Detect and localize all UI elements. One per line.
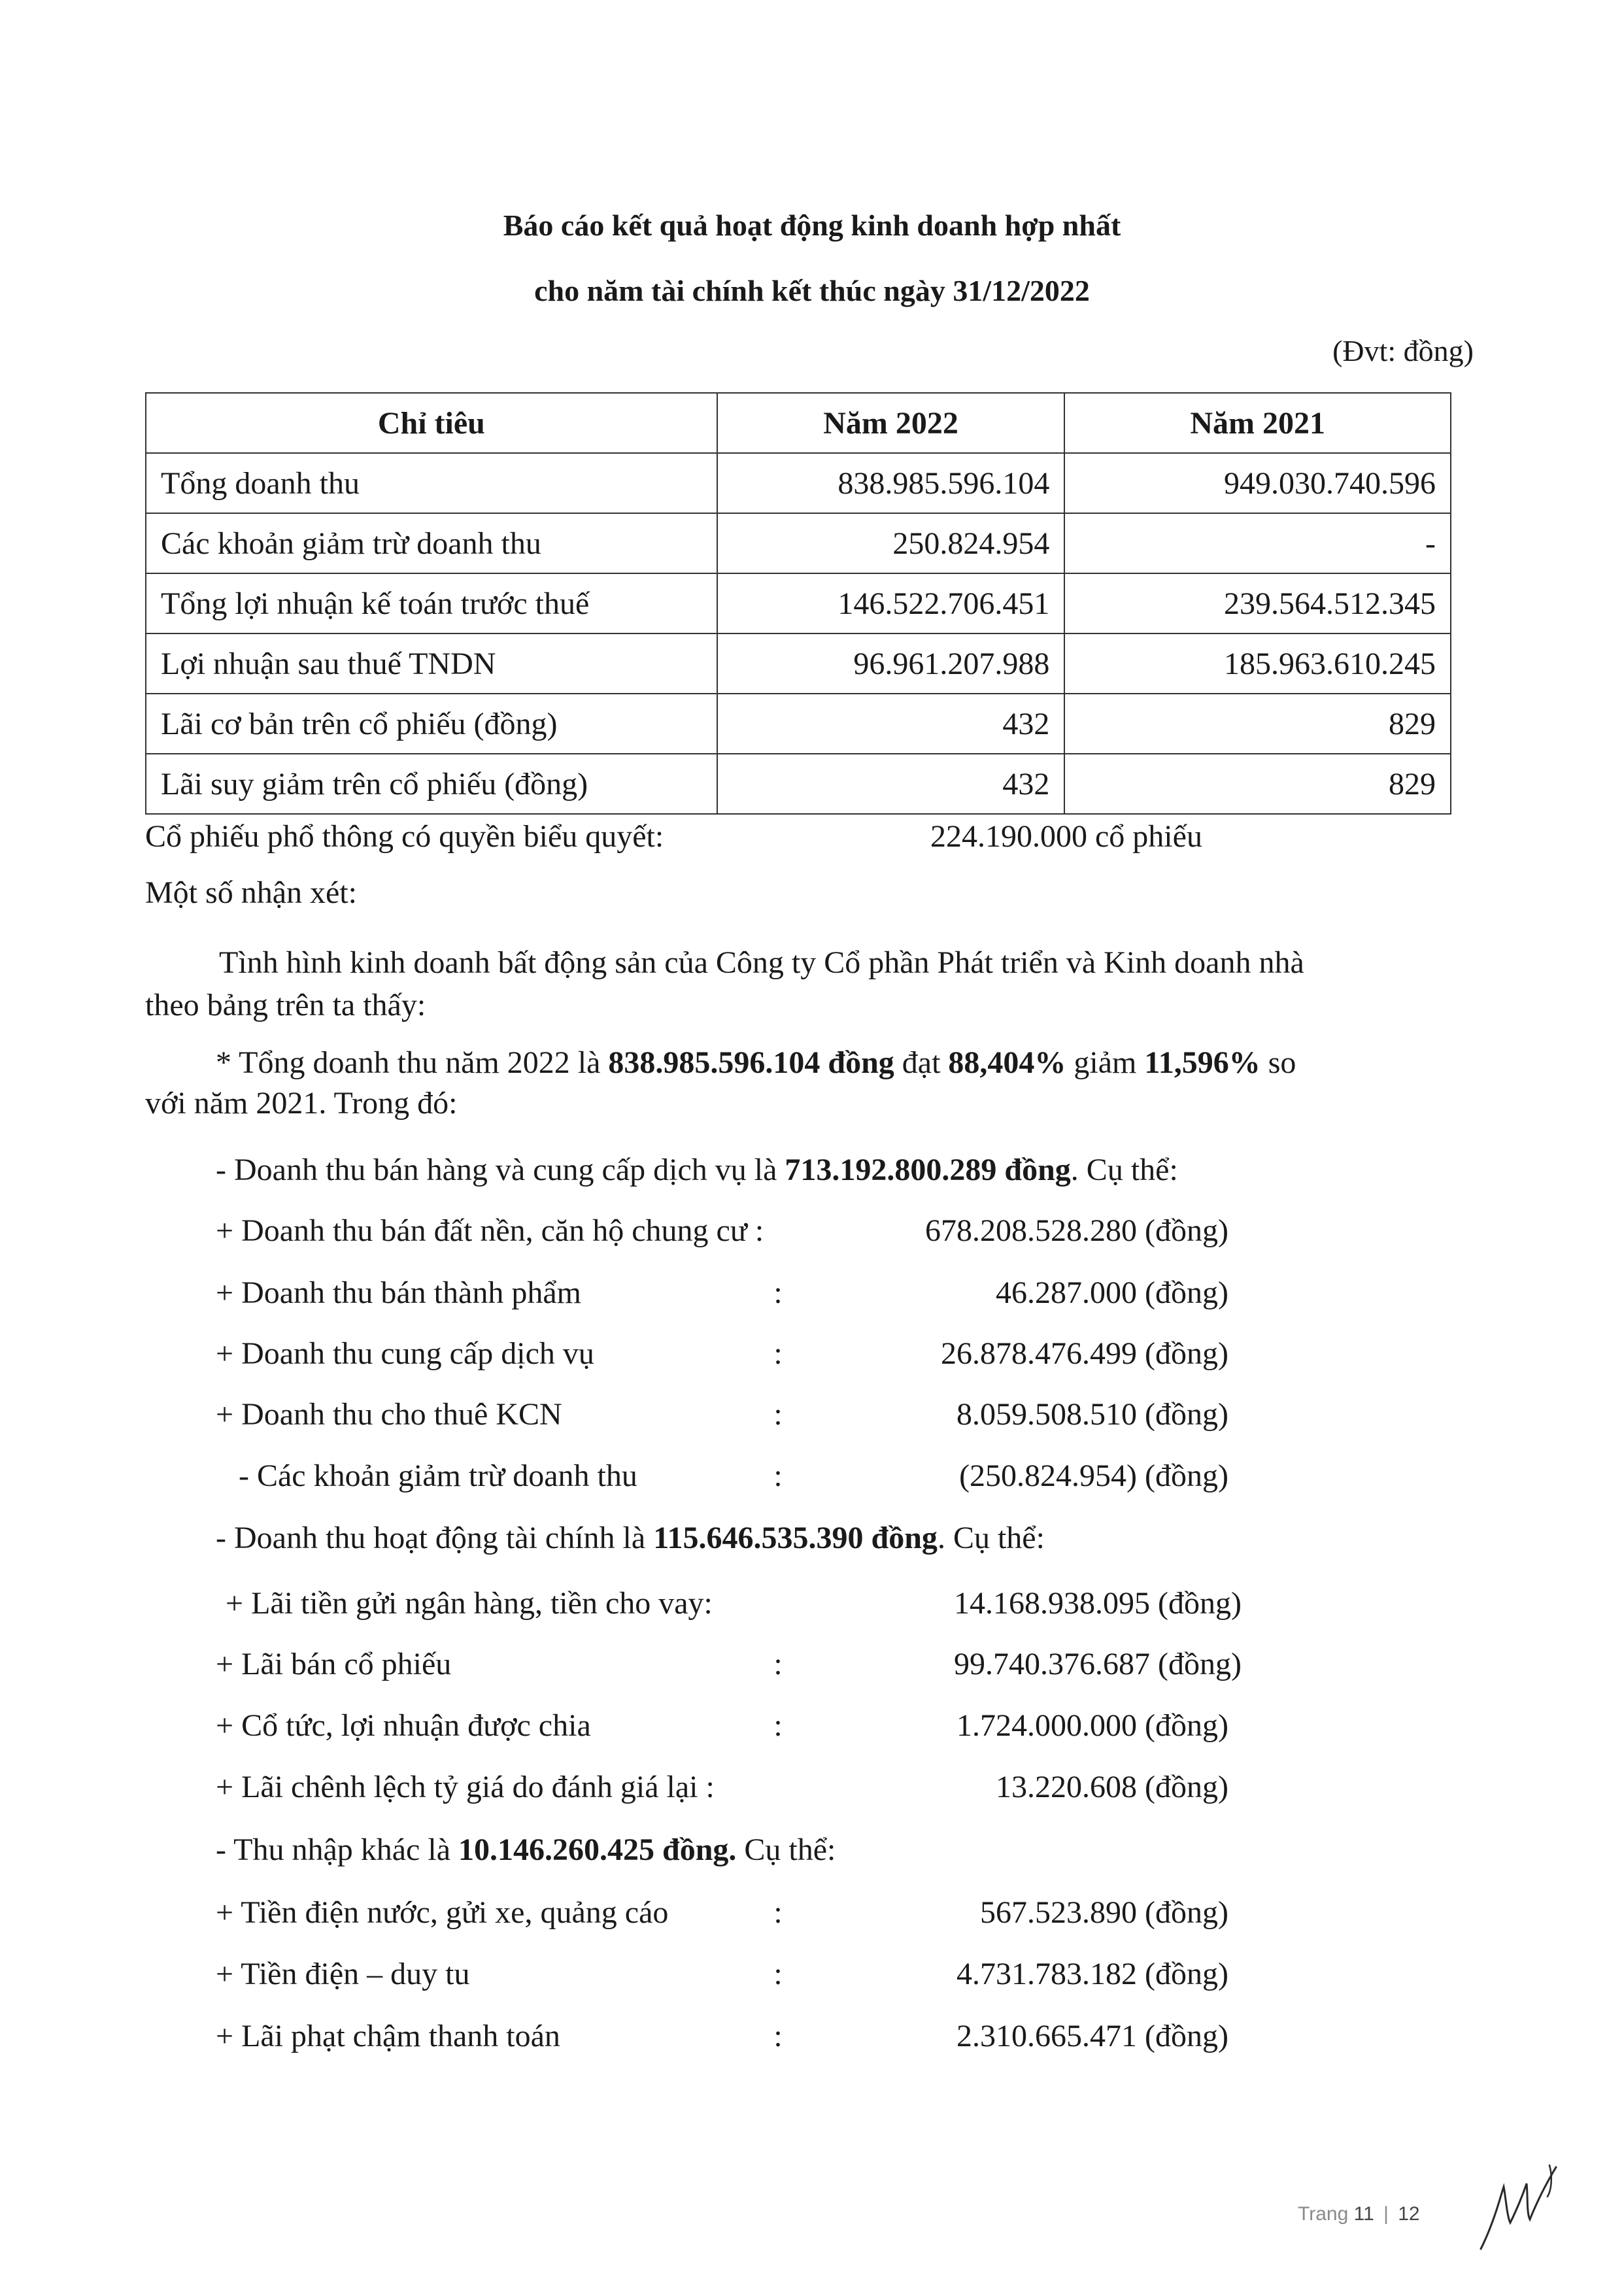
summary-amount: 838.985.596.104 đồng [608, 1045, 894, 1080]
footer-total: 12 [1398, 2203, 1420, 2225]
list-item [216, 2018, 560, 2054]
intro-line1: Tình hình kinh doanh bất động sản của Công ty Cổ phần Phát triển và Kinh doanh nhà [219, 945, 1304, 980]
section-prefix: - Doanh thu hoạt động tài chính là [216, 1521, 654, 1555]
results-table [145, 392, 1451, 815]
item-value: 26.878.476.499 (đồng) [941, 1336, 1228, 1371]
value-2022: 146.522.706.451 [717, 573, 1065, 633]
summary-line1 [216, 1045, 1296, 1081]
report-title-line2: cho năm tài chính kết thúc ngày 31/12/2022 [534, 274, 1090, 307]
list-item [216, 1956, 469, 1992]
item-colon: : [773, 1459, 783, 1493]
remarks-heading: Một số nhận xét: [145, 875, 357, 910]
row-label: Lợi nhuận sau thuế TNDN [146, 633, 717, 694]
section-prefix: - Thu nhập khác là [216, 1832, 458, 1867]
item-value: 2.310.665.471 (đồng) [956, 2019, 1228, 2053]
value-2022: 432 [717, 694, 1065, 754]
summary-prefix: * Tổng doanh thu năm 2022 là [216, 1045, 609, 1080]
value-2021: - [1064, 513, 1451, 573]
value-2021: 829 [1064, 754, 1451, 814]
item-colon: : [773, 1275, 783, 1310]
section-amount: 10.146.260.425 đồng. [458, 1832, 737, 1867]
item-label: + Doanh thu cho thuê KCN [216, 1397, 562, 1432]
item-colon: : [773, 1708, 783, 1743]
table-row [146, 513, 1451, 573]
list-item [216, 1769, 715, 1805]
item-value: 8.059.508.510 (đồng) [956, 1397, 1228, 1432]
row-label: Lãi suy giảm trên cổ phiếu (đồng) [146, 754, 717, 814]
item-colon: : [773, 1397, 783, 1432]
item-value: (250.824.954) (đồng) [959, 1459, 1228, 1493]
report-title-line1: Báo cáo kết quả hoạt động kinh doanh hợp nhất [503, 209, 1121, 242]
item-value: 4.731.783.182 (đồng) [956, 1957, 1228, 1991]
footer-page: 11 [1353, 2203, 1374, 2225]
section-heading-other-income [216, 1832, 836, 1868]
item-value: 14.168.938.095 (đồng) [954, 1586, 1242, 1621]
item-value: 567.523.890 (đồng) [980, 1895, 1228, 1930]
summary-pct2: 11,596% [1144, 1045, 1260, 1080]
section-amount: 713.192.800.289 đồng [785, 1153, 1071, 1187]
list-item [216, 1275, 581, 1311]
table-row [146, 754, 1451, 814]
list-item [239, 1458, 637, 1494]
summary-pct1: 88,404% [948, 1045, 1066, 1080]
item-label: + Cổ tức, lợi nhuận được chia [216, 1708, 591, 1743]
item-label: + Tiền điện – duy tu [216, 1957, 470, 1991]
item-label: + Lãi tiền gửi ngân hàng, tiền cho vay: [226, 1586, 713, 1621]
value-2022: 250.824.954 [717, 513, 1065, 573]
item-label: + Doanh thu bán thành phẩm [216, 1275, 581, 1310]
item-colon: : [773, 1647, 783, 1681]
summary-end: so [1260, 1045, 1296, 1080]
list-item [216, 1396, 562, 1432]
intro-line2: theo bảng trên ta thấy: [145, 988, 426, 1022]
item-colon: : [773, 1957, 783, 1991]
item-label: + Doanh thu bán đất nền, căn hộ chung cư : [216, 1213, 764, 1248]
item-label: + Lãi bán cổ phiếu [216, 1647, 452, 1681]
section-amount: 115.646.535.390 đồng [653, 1521, 938, 1555]
row-label: Tổng doanh thu [146, 453, 717, 513]
item-label: - Các khoản giảm trừ doanh thu [239, 1459, 637, 1493]
list-item [216, 1336, 594, 1372]
table-row [146, 694, 1451, 754]
row-label: Các khoản giảm trừ doanh thu [146, 513, 717, 573]
page-footer [1298, 2203, 1420, 2225]
item-value: 1.724.000.000 (đồng) [956, 1708, 1228, 1743]
item-colon: : [773, 1336, 783, 1371]
item-label: + Doanh thu cung cấp dịch vụ [216, 1336, 594, 1371]
value-2022: 96.961.207.988 [717, 633, 1065, 694]
list-item [216, 1646, 451, 1682]
item-label: + Lãi phạt chậm thanh toán [216, 2019, 560, 2053]
item-value: 46.287.000 (đồng) [996, 1275, 1228, 1310]
list-item [216, 1708, 591, 1744]
list-item [226, 1585, 713, 1621]
footer-label: Trang [1298, 2203, 1349, 2225]
header-indicator: Chỉ tiêu [146, 393, 717, 453]
section-heading-sales [216, 1152, 1178, 1188]
table-header-row [146, 393, 1451, 453]
row-label: Lãi cơ bản trên cổ phiếu (đồng) [146, 694, 717, 754]
value-2022: 432 [717, 754, 1065, 814]
value-2021: 829 [1064, 694, 1451, 754]
section-heading-finance [216, 1520, 1045, 1556]
value-2021: 949.030.740.596 [1064, 453, 1451, 513]
value-2022: 838.985.596.104 [717, 453, 1065, 513]
summary-mid1: đạt [894, 1045, 949, 1080]
summary-mid2: giảm [1066, 1045, 1145, 1080]
section-suffix: . Cụ thể: [1070, 1153, 1178, 1187]
table-row [146, 633, 1451, 694]
item-value: 99.740.376.687 (đồng) [954, 1647, 1242, 1681]
unit-note: (Đvt: đồng) [1332, 334, 1474, 367]
value-2021: 239.564.512.345 [1064, 573, 1451, 633]
shares-label: Cổ phiếu phổ thông có quyền biểu quyết: [145, 819, 664, 854]
item-colon: : [773, 1895, 783, 1930]
signature-icon [1474, 2157, 1572, 2255]
item-value: 13.220.608 (đồng) [996, 1770, 1228, 1804]
value-2021: 185.963.610.245 [1064, 633, 1451, 694]
header-year-2021: Năm 2021 [1064, 393, 1451, 453]
list-item [216, 1895, 668, 1931]
item-value: 678.208.528.280 (đồng) [925, 1213, 1228, 1248]
section-prefix: - Doanh thu bán hàng và cung cấp dịch vụ là [216, 1153, 785, 1187]
item-colon: : [773, 2019, 783, 2053]
item-label: + Lãi chênh lệch tỷ giá do đánh giá lại : [216, 1770, 715, 1804]
table-row [146, 453, 1451, 513]
list-item [216, 1213, 764, 1249]
footer-separator: | [1383, 2203, 1389, 2225]
summary-line2: với năm 2021. Trong đó: [145, 1086, 458, 1121]
section-suffix: . Cụ thể: [937, 1521, 1045, 1555]
section-suffix: Cụ thể: [736, 1832, 836, 1867]
header-year-2022: Năm 2022 [717, 393, 1065, 453]
row-label: Tổng lợi nhuận kế toán trước thuế [146, 573, 717, 633]
shares-value: 224.190.000 cổ phiếu [930, 819, 1202, 854]
item-label: + Tiền điện nước, gửi xe, quảng cáo [216, 1895, 669, 1930]
table-row [146, 573, 1451, 633]
